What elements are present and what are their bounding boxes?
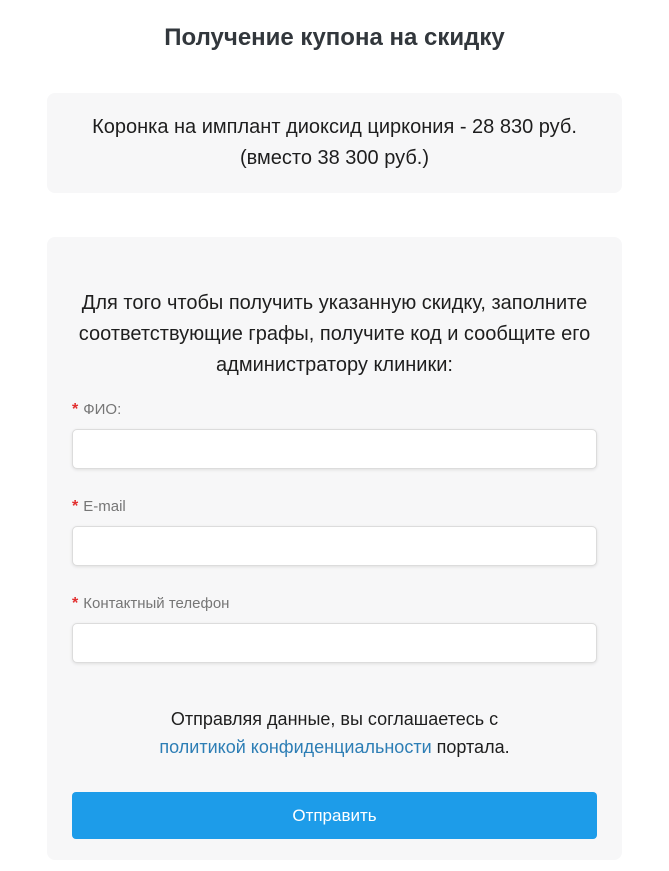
privacy-policy-link[interactable]: политикой конфиденциальности xyxy=(159,737,432,757)
required-asterisk: * xyxy=(72,595,79,612)
form-instructions: Для того чтобы получить указанную скидку, заполните соответствующие графы, получите код и сообщите его администратору клиники: xyxy=(78,292,591,376)
consent-text xyxy=(72,705,597,761)
phone-label: Контактный телефон xyxy=(83,595,230,612)
coupon-page xyxy=(0,24,669,860)
field-fio xyxy=(72,400,597,469)
offer-line-2: (вместо 38 300 руб.) xyxy=(239,147,430,169)
required-asterisk: * xyxy=(72,401,79,418)
fio-input[interactable] xyxy=(72,429,597,469)
phone-label-row xyxy=(72,594,597,613)
fio-label: ФИО: xyxy=(83,401,122,418)
page-title: Получение купона на скидку xyxy=(164,24,505,51)
consent-after: портала. xyxy=(436,737,510,757)
required-asterisk: * xyxy=(72,498,79,515)
fio-label-row xyxy=(72,400,597,419)
phone-input[interactable] xyxy=(72,623,597,663)
email-label: E-mail xyxy=(83,498,126,515)
email-input[interactable] xyxy=(72,526,597,566)
coupon-form-panel xyxy=(47,237,622,860)
offer-panel xyxy=(47,93,622,193)
consent-before: Отправляя данные, вы соглашаетесь с xyxy=(170,709,499,729)
offer-line-1: Коронка на имплант диоксид циркония - 28 830 руб. xyxy=(92,116,577,138)
field-email xyxy=(72,497,597,566)
submit-button[interactable]: Отправить xyxy=(72,792,597,839)
field-phone xyxy=(72,594,597,663)
email-label-row xyxy=(72,497,597,516)
